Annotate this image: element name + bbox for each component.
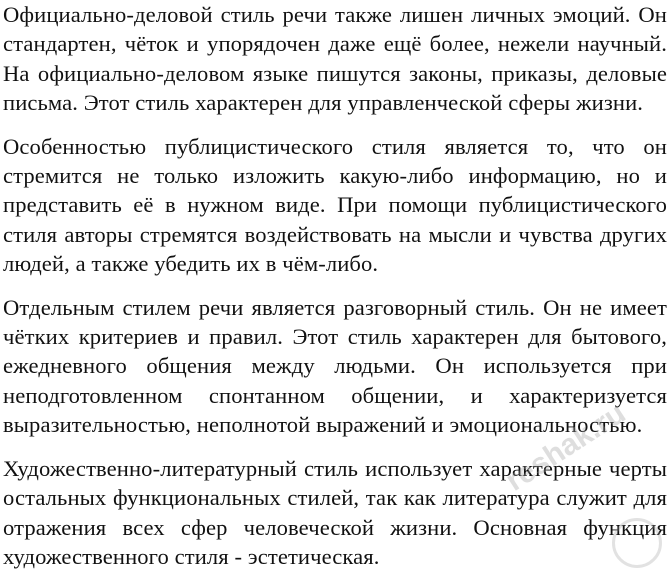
document-body [3, 0, 667, 585]
paragraph-publicistic-style: Особенностью публицистического стиля является то, что он стремится не только изложить какую-либо информацию, но и представить её в нужном виде. При помощи публицистического стиля авторы стремятся воздействовать на мысли и чувства других людей, а также убедить их в чём-либо. [3, 133, 667, 277]
paragraph-official-style: Официально-деловой стиль речи также лишен личных эмоций. Он стандартен, чёток и упорядочен даже ещё более, нежели научный. На официально-деловом языке пишутся законы, приказы, деловые письма. Этот стиль характерен для управленческой сферы жизни. [3, 2, 667, 116]
paragraph-colloquial-style: Отдельным стилем речи является разговорный стиль. Он не имеет чётких критериев и правил. Этот стиль характерен для бытового, ежедневного общения между людьми. Он используется при неподготовленном спонтанном общении, и характеризуется выразительностью, неполнотой выражений и эмоциональностью. [3, 294, 667, 438]
watermark-logo: reshak.ru [500, 396, 632, 498]
paragraph-literary-style: Художественно-литературный стиль использует характерные черты остальных функциональных стилей, так как литература служит для отражения всех сфер человеческой жизни. Основная функция художественного стиля - эстетическая. [3, 455, 667, 569]
